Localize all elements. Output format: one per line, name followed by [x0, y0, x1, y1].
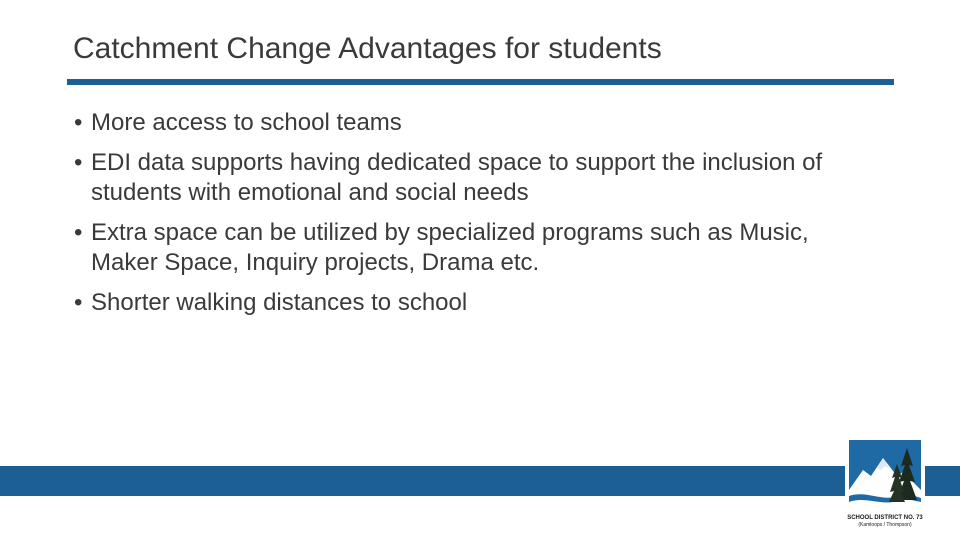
bullet-list: [74, 108, 874, 328]
logo-subtitle: (Kamloops / Thompson): [858, 522, 912, 528]
mountain-trees-logo-icon: [849, 440, 921, 512]
bullet-item: [74, 108, 874, 138]
bullet-text: EDI data supports having dedicated space to support the inclusion of students with emotional and social needs: [91, 149, 823, 206]
bullet-item: [74, 148, 874, 208]
bullet-item: [74, 288, 874, 318]
slide-title: Catchment Change Advantages for students: [73, 32, 662, 65]
bullet-text: More access to school teams: [91, 109, 402, 136]
bullet-text: Shorter walking distances to school: [91, 289, 468, 316]
bullet-item: [74, 218, 874, 278]
bullet-text: Extra space can be utilized by specialized programs such as Music, Maker Space, Inquiry projects, Drama etc.: [91, 219, 809, 276]
bullet-dot: •: [74, 149, 83, 176]
bullet-dot: •: [74, 109, 83, 136]
bullet-dot: •: [74, 289, 83, 316]
title-underline: [67, 79, 894, 85]
school-district-logo: [845, 436, 925, 528]
footer-band: [0, 466, 960, 496]
logo-name: SCHOOL DISTRICT NO. 73: [847, 515, 923, 521]
bullet-dot: •: [74, 219, 83, 246]
